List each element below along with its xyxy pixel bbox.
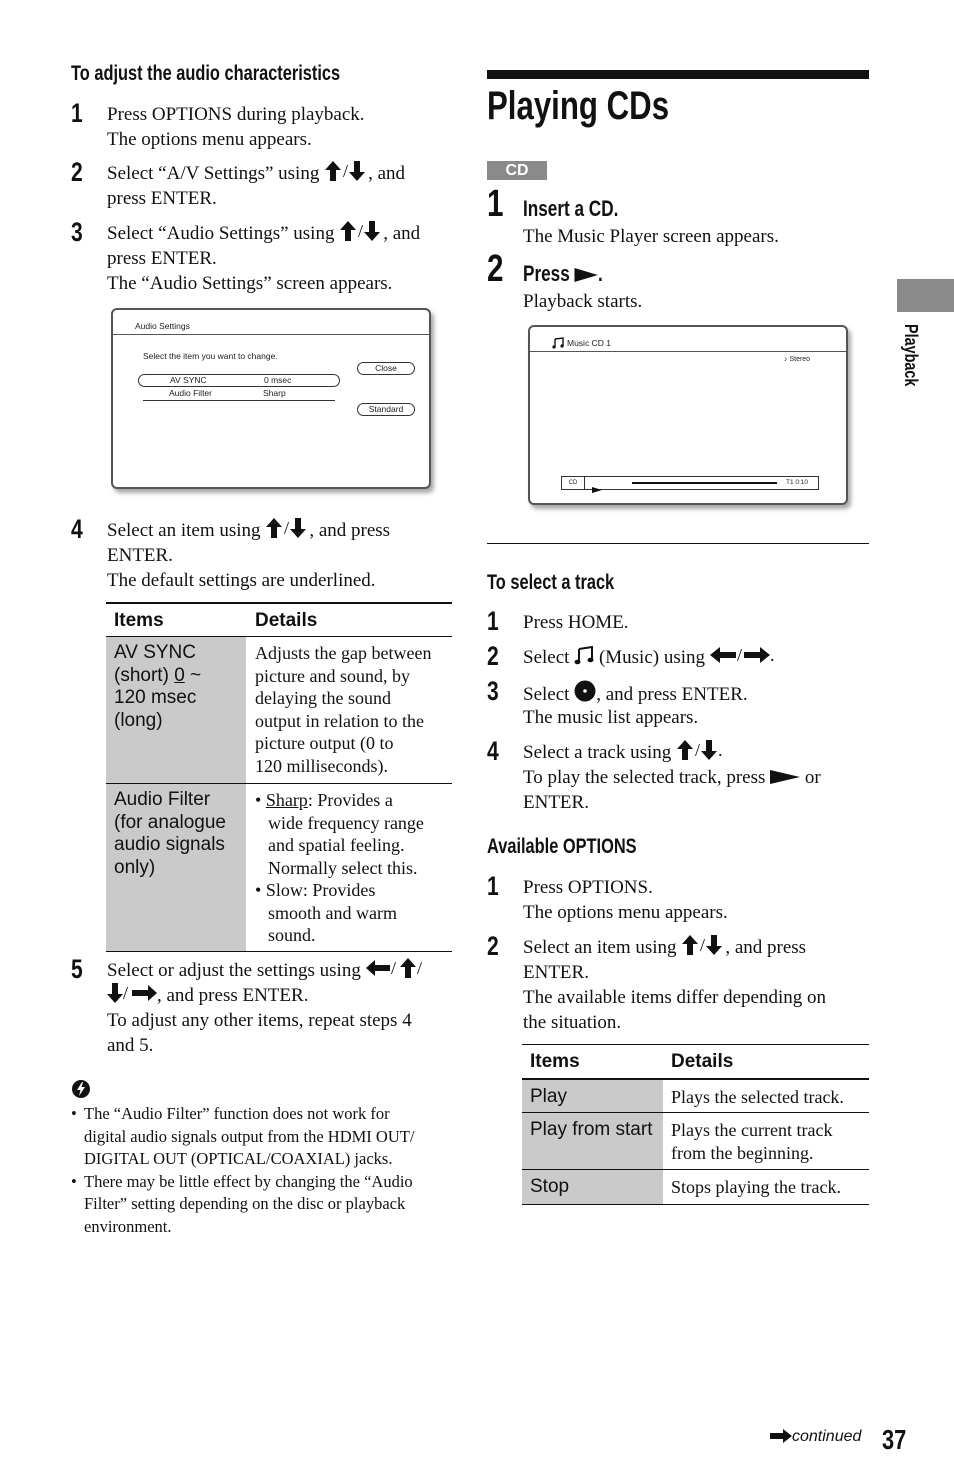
step-text: To adjust any other items, repeat steps 4 <box>107 1010 412 1031</box>
table-row <box>106 637 452 784</box>
svg-text:/: / <box>695 740 701 760</box>
section-heading-audio: To adjust the audio characteristics <box>71 62 341 85</box>
table-header: Items <box>114 610 164 631</box>
track-time: T1 0:10 <box>786 479 809 486</box>
table-row <box>522 1080 869 1113</box>
step-text: and 5. <box>107 1035 154 1056</box>
svg-text:/: / <box>123 983 129 1003</box>
music-icon <box>574 645 594 672</box>
play-icon <box>770 767 800 792</box>
step-text: The default settings are underlined. <box>107 570 376 591</box>
table-cell-detail: Stops playing the track. <box>671 1177 841 1197</box>
step-text: The “Audio Settings” screen appears. <box>107 273 393 294</box>
side-tab <box>897 279 954 312</box>
step-text: Select or adjust the settings using / / <box>107 958 422 985</box>
step-text: ENTER. <box>107 545 173 566</box>
note-icon <box>71 1079 91 1104</box>
svg-text:/: / <box>390 958 396 978</box>
note-item: • The “Audio Filter” function does not work for digital audio signals output from the HDMI OUT/ DIGITAL OUT (OPTICAL/COAXIAL) jacks. <box>71 1104 415 1168</box>
table-cell-item: Play from start <box>530 1119 653 1140</box>
play-icon <box>575 263 598 289</box>
step-number: 1 <box>487 183 504 225</box>
step-heading: Press . <box>523 261 603 289</box>
step-text: Select an item using / , and press <box>523 935 806 962</box>
play-status-icon <box>592 480 602 498</box>
section-heading-options: Available OPTIONS <box>487 835 637 858</box>
progress-bar-frame <box>561 476 819 490</box>
cd-badge: CD <box>487 161 547 180</box>
step-text: Select an item using / , and press <box>107 518 390 545</box>
up-down-arrow-icon <box>681 935 725 962</box>
page-number: 37 <box>882 1424 907 1455</box>
divider <box>530 351 846 352</box>
audio-settings-table <box>106 602 452 952</box>
table-row <box>106 784 452 952</box>
step-number: 5 <box>71 954 83 984</box>
side-tab-label: Playback <box>901 324 921 387</box>
svg-text:/: / <box>284 518 290 538</box>
step-number: 2 <box>487 248 504 290</box>
svg-text:.: . <box>769 645 775 665</box>
screen-title: Music CD 1 <box>567 338 611 348</box>
table-cell-detail: Adjusts the gap between picture and sound, by delaying the sound output in relation to the picture output (0 to 120 milliseconds). <box>255 643 432 776</box>
table-cell-item: Stop <box>530 1176 570 1197</box>
standard-button[interactable]: Standard <box>357 403 415 416</box>
step-text: Press OPTIONS during playback. <box>107 104 365 125</box>
up-down-arrow-icon <box>265 518 309 545</box>
step-text: Select a track using / . <box>523 740 724 767</box>
step-text: ENTER. <box>523 792 589 813</box>
audio-filter-row[interactable]: Audio Filter Sharp <box>143 388 335 401</box>
table-row <box>522 1113 869 1170</box>
step-text: Select , and press ENTER. <box>523 680 748 709</box>
table-cell-detail: Plays the selected track. <box>671 1087 844 1107</box>
step-text: / , and press ENTER. <box>107 983 308 1010</box>
step-number: 2 <box>71 157 83 187</box>
down-right-arrow-icon <box>107 983 157 1010</box>
divider <box>113 334 429 335</box>
music-player-screen <box>528 325 848 505</box>
table-cell-detail: • Sharp: Provides a wide frequency range and spatial feeling. Normally select this. • Slow: Provides smooth and warm sound. <box>255 790 424 945</box>
step-heading: Insert a CD. <box>523 196 619 221</box>
options-table <box>522 1044 869 1205</box>
up-down-arrow-icon <box>324 161 368 188</box>
section-heading-select-track: To select a track <box>487 571 615 594</box>
step-text: To play the selected track, press or <box>523 765 821 792</box>
step-number: 1 <box>71 98 83 128</box>
step-text: ENTER. <box>523 962 589 983</box>
step-text: Select (Music) using / . <box>523 645 774 672</box>
notes-list <box>71 1103 414 1238</box>
step-number: 4 <box>71 514 83 544</box>
section-divider <box>487 543 869 544</box>
screen-prompt: Select the item you want to change. <box>143 351 278 361</box>
svg-text:.: . <box>718 740 723 760</box>
note-item: • There may be little effect by changing the “Audio Filter” setting depending on the disc or playback environment. <box>71 1171 413 1236</box>
up-down-arrow-icon <box>676 740 724 767</box>
step-text: the situation. <box>523 1012 622 1033</box>
close-button[interactable]: Close <box>357 362 415 375</box>
left-right-arrow-icon <box>710 645 774 672</box>
step-text: press ENTER. <box>107 248 217 269</box>
svg-text:/: / <box>416 958 422 978</box>
step-text: Select “A/V Settings” using / , and <box>107 161 405 188</box>
step-text: Select “Audio Settings” using / , and <box>107 221 420 248</box>
av-sync-row[interactable]: AV SYNC 0 msec <box>138 374 340 387</box>
table-row <box>522 1170 869 1205</box>
step-text: Press HOME. <box>523 612 629 633</box>
step-text: The options menu appears. <box>523 902 728 923</box>
step-text: The Music Player screen appears. <box>523 226 779 247</box>
table-cell-item: AV SYNC (short) 0 ~ 120 msec (long) <box>114 642 202 731</box>
audio-settings-screen <box>111 308 431 489</box>
table-header: Details <box>671 1051 734 1072</box>
table-cell-item: Audio Filter (for analogue audio signals only) <box>114 789 226 878</box>
table-cell-detail: Plays the current track from the beginning. <box>671 1120 833 1163</box>
step-number: 3 <box>71 217 83 247</box>
svg-text:/: / <box>358 221 364 241</box>
step-text: press ENTER. <box>107 188 217 209</box>
svg-text:/: / <box>343 161 349 181</box>
step-text: Playback starts. <box>523 291 643 312</box>
step-text: The music list appears. <box>523 707 699 728</box>
svg-text:/: / <box>736 645 742 665</box>
screen-title: Audio Settings <box>135 321 190 331</box>
continued-label: continued <box>770 1428 861 1448</box>
step-text: Press OPTIONS. <box>523 877 653 898</box>
left-up-arrow-icon <box>366 958 422 985</box>
step-text: The options menu appears. <box>107 129 312 150</box>
right-arrow-icon <box>770 1429 792 1448</box>
page-title: Playing CDs <box>487 84 670 128</box>
audio-format: ♪ Stereo <box>784 356 811 363</box>
svg-text:/: / <box>700 935 706 955</box>
title-rule <box>487 70 869 79</box>
step-text: The available items differ depending on <box>523 987 827 1008</box>
up-down-arrow-icon <box>339 221 383 248</box>
progress-bar[interactable] <box>632 482 777 484</box>
cd-icon: CD <box>562 477 585 489</box>
table-header: Items <box>530 1051 580 1072</box>
table-cell-item: Play <box>530 1086 567 1107</box>
table-header: Details <box>255 610 318 631</box>
